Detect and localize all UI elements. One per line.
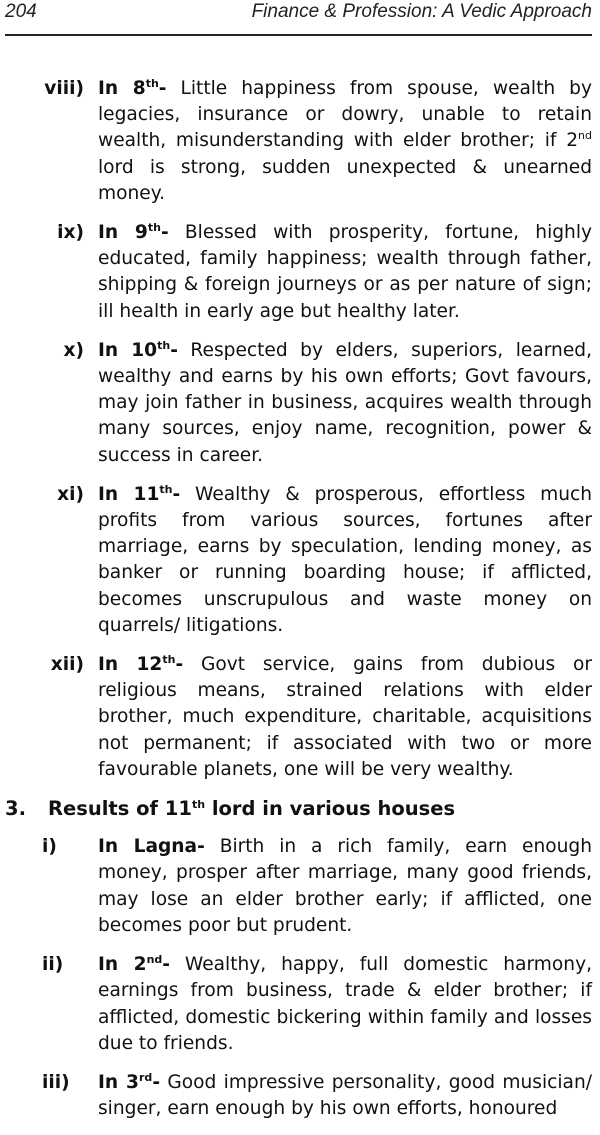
list-item — [0, 76, 600, 207]
item-number: ix) — [57, 222, 84, 244]
section-heading — [0, 796, 600, 822]
running-title: Finance & Profession: A Vedic Approach — [251, 1, 592, 22]
page-number: 204 — [5, 1, 37, 22]
list-item — [0, 834, 600, 939]
item-text: In 9th- Blessed with prosperity, fortune, highly educated, family happiness; wealth through father, shipping & foreign journeys or as per nature of sign; ill health in early age but healthy later. — [98, 221, 592, 322]
item-number: i) — [42, 836, 57, 858]
list-item — [0, 1070, 600, 1122]
item-lead: In 3rd- — [98, 1070, 161, 1093]
item-text: In Lagna- Birth in a rich family, earn enough money, prosper after marriage, many good friends, may lose an elder brother early; if afflicted, one becomes poor but prudent. — [98, 836, 592, 936]
item-number: xi) — [57, 483, 84, 505]
item-lead: In 10th- — [98, 338, 178, 361]
item-number: ii) — [42, 954, 64, 976]
item-lead: In 9th- — [98, 221, 169, 244]
list-item — [0, 952, 600, 1057]
item-lead: In 11th- — [98, 482, 181, 505]
item-text: In 12th- Govt service, gains from dubious or religious means, strained relations with elder brother, much expenditure, charitable, acquisitions not permanent; if associated with two or more favourable planets, one will be very wealthy. — [98, 653, 592, 780]
list-item — [0, 652, 600, 783]
item-text: In 3rd- Good impressive personality, good musician/ singer, earn enough by his own efforts, honoured — [98, 1070, 592, 1120]
item-number: iii) — [42, 1071, 70, 1093]
list-item — [0, 482, 600, 639]
item-number: xii) — [50, 654, 84, 676]
list-item — [0, 338, 600, 469]
item-lead: In Lagna- — [98, 836, 205, 858]
item-number: viii) — [44, 78, 84, 99]
item-text: In 8th- Little happiness from spouse, wealth by legacies, insurance or dowry, unable to retain wealth, misunderstanding with elder brother; if 2nd lord is strong, sudden unexpected & unearned money. — [98, 77, 592, 204]
item-lead: In 2nd- — [98, 953, 171, 976]
section-number: 3. — [5, 797, 26, 821]
page-body — [0, 76, 600, 1135]
list-item — [0, 220, 600, 325]
section-title: Results of 11th lord in various houses — [48, 797, 456, 821]
item-lead: In 8th- — [98, 77, 167, 99]
item-number: x) — [63, 339, 84, 361]
item-text: In 10th- Respected by elders, superiors, learned, wealthy and earns by his own efforts; Govt favours, may join father in business, acquires wealth through many sources, enjoy name, recognition, power & success in career. — [98, 338, 592, 466]
page-header — [5, 0, 592, 36]
item-lead: In 12th- — [98, 653, 184, 676]
item-text: In 2nd- Wealthy, happy, full domestic harmony, earnings from business, trade & elder brother; if afflicted, domestic bickering within family and losses due to friends. — [98, 953, 592, 1054]
item-text: In 11th- Wealthy & prosperous, effortless much profits from various sources, fortunes after marriage, earns by speculation, lending money, as banker or running boarding house; if afflicted, becomes unscrupulous and waste money on quarrels/ litigations. — [98, 482, 592, 636]
